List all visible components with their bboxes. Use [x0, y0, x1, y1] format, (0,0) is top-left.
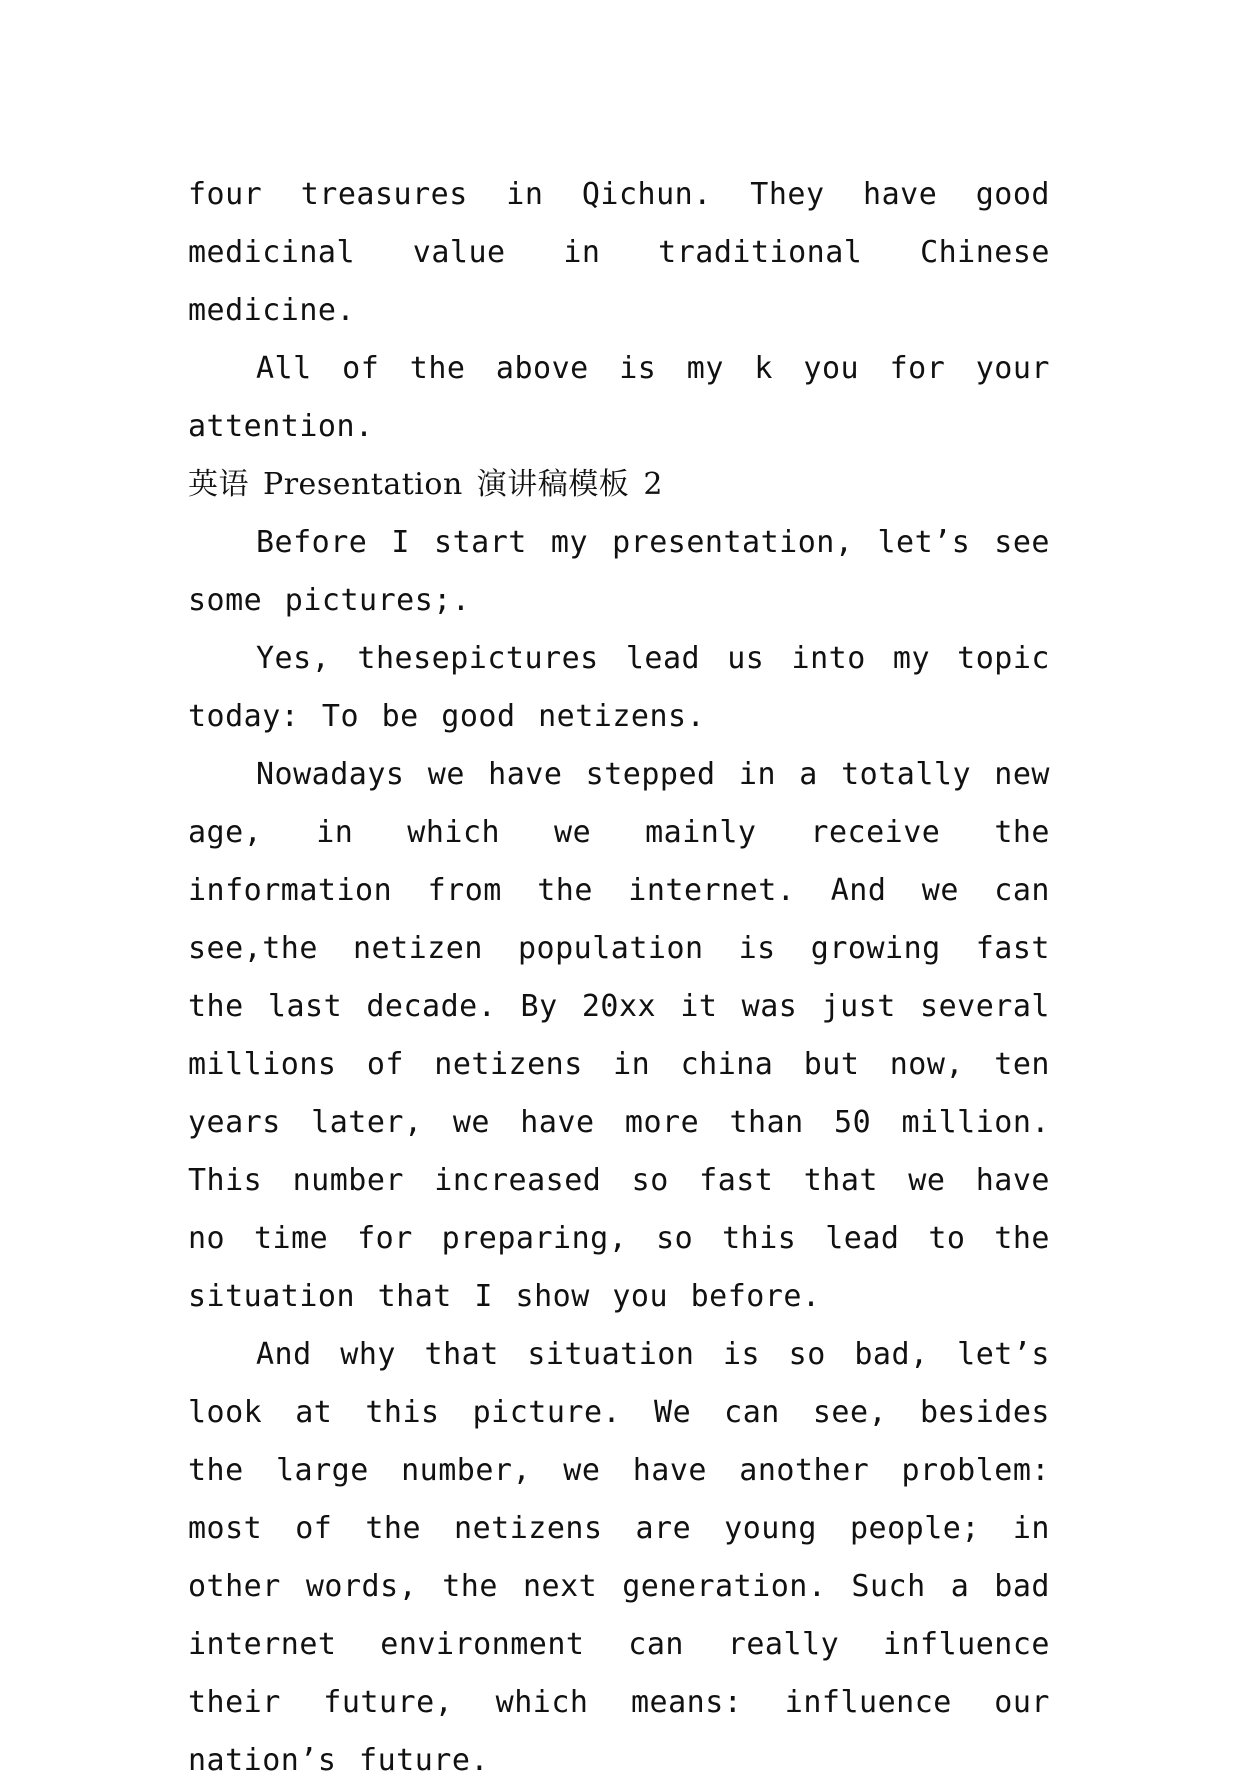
paragraph-continuation: four treasures in Qichun. They have good medicinal value in traditional Chinese medicine.: [188, 177, 1050, 328]
paragraph-population: Nowadays we have stepped in a totally new age, in which we mainly receive the information from the internet. And we can see,the netizen population is growing fast the last decade. By 20xx it was just several millions of netizens in china but now, ten years later, we have more than 50 million. This number increased so fast that we have no time for preparing, so this lead to the situation that I show you before.: [188, 757, 1050, 1314]
section-heading: 英语 Presentation 演讲稿模板 2: [188, 467, 663, 502]
paragraph-intro: Before I start my presentation, let’s see some pictures;.: [188, 525, 1050, 618]
document-page: [188, 166, 1050, 1790]
paragraph-closing: All of the above is my k you for your attention.: [188, 351, 1050, 444]
paragraph-topic: Yes, thesepictures lead us into my topic today: To be good netizens.: [188, 641, 1050, 734]
paragraph-problem: And why that situation is so bad, let’s look at this picture. We can see, besides the large number, we have another problem: most of the netizens are young people; in other words, the next generation. Such a bad internet environment can really influence their future, which means: influence our nation’s future.: [188, 1337, 1050, 1778]
